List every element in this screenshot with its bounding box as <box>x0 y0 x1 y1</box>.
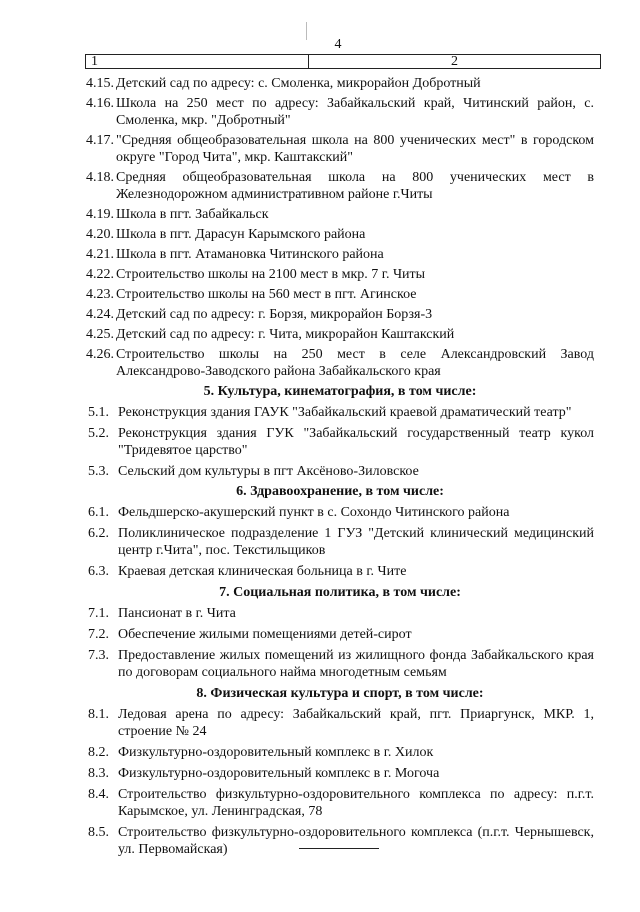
item-text: Физкультурно-оздоровительный комплекс в г. Могоча <box>118 766 440 781</box>
section-title-health: 6. Здравоохранение, в том числе: <box>236 484 444 499</box>
item-text: Средняя общеобразовательная школа на 800 ученических мест в Железнодорожном административном районе г.Читы <box>116 170 594 202</box>
list-item <box>86 226 594 243</box>
document-body <box>86 72 594 858</box>
item-number: 6.2. <box>88 526 109 541</box>
item-number: 4.24. <box>86 307 114 322</box>
item-text: Школа в пгт. Дарасун Карымского района <box>116 227 366 242</box>
item-text: Обеспечение жилыми помещениями детей-сирот <box>118 627 412 642</box>
item-number: 7.3. <box>88 648 109 663</box>
list-item <box>86 306 594 323</box>
item-number: 8.3. <box>88 766 109 781</box>
item-text: "Средняя общеобразовательная школа на 800 ученических мест" в городском округе "Город Чита", мкр. Каштакский" <box>116 133 594 165</box>
item-text: Строительство школы на 250 мест в селе Александровский Завод Александрово-Заводского района Забайкальского края <box>116 347 594 379</box>
item-text: Реконструкция здания ГУК "Забайкальский государственный театр кукол "Тридевятое царство" <box>118 426 594 458</box>
item-number: 5.3. <box>88 464 109 479</box>
item-number: 6.1. <box>88 505 109 520</box>
list-item <box>86 786 594 820</box>
list-item <box>86 404 594 421</box>
column-header-2: 2 <box>451 54 458 69</box>
column-header-table <box>85 54 601 69</box>
item-number: 8.2. <box>88 745 109 760</box>
item-number: 4.23. <box>86 287 114 302</box>
item-number: 4.16. <box>86 96 114 111</box>
list-item <box>86 824 594 858</box>
item-text: Школа в пгт. Забайкальск <box>116 207 269 222</box>
item-number: 4.22. <box>86 267 114 282</box>
item-number: 8.4. <box>88 787 109 802</box>
item-text: Детский сад по адресу: г. Борзя, микрорайон Борзя-3 <box>116 307 433 322</box>
item-number: 6.3. <box>88 564 109 579</box>
list-item <box>86 647 594 681</box>
item-number: 4.18. <box>86 170 114 185</box>
item-text: Поликлиническое подразделение 1 ГУЗ "Детский клинический медицинский центр г.Чита", пос. Текстильщиков <box>118 526 594 558</box>
item-text: Фельдшерско-акушерский пункт в с. Сохондо Читинского района <box>118 505 510 520</box>
item-number: 4.17. <box>86 133 114 148</box>
section-title-culture: 5. Культура, кинематография, в том числе: <box>203 384 477 399</box>
list-item <box>86 95 594 129</box>
item-text: Ледовая арена по адресу: Забайкальский край, пгт. Приаргунск, МКР. 1, строение № 24 <box>118 707 594 739</box>
item-number: 5.2. <box>88 426 109 441</box>
list-item <box>86 706 594 740</box>
item-number: 8.5. <box>88 825 109 840</box>
page-number: 4 <box>334 37 342 52</box>
footer-rule <box>299 848 379 849</box>
list-item <box>86 246 594 263</box>
item-text: Предоставление жилых помещений из жилищного фонда Забайкальского края по договорам социального найма многодетным семьям <box>118 648 594 680</box>
column-header-1: 1 <box>86 55 309 68</box>
list-item <box>86 504 594 521</box>
item-text: Строительство физкультурно-оздоровительного комплекса (п.г.т. Чернышевск, ул. Первомайская) <box>118 825 594 857</box>
item-text: Пансионат в г. Чита <box>118 606 236 621</box>
list-item <box>86 563 594 580</box>
item-number: 7.2. <box>88 627 109 642</box>
item-text: Детский сад по адресу: с. Смоленка, микрорайон Добротный <box>116 76 481 91</box>
item-text: Строительство школы на 560 мест в пгт. Агинское <box>116 287 417 302</box>
item-number: 4.15. <box>86 76 114 91</box>
list-item <box>86 206 594 223</box>
item-text: Школа в пгт. Атамановка Читинского района <box>116 247 384 262</box>
item-number: 4.20. <box>86 227 114 242</box>
list-item <box>86 463 594 480</box>
item-text: Школа на 250 мест по адресу: Забайкальский край, Читинский район, с. Смоленка, мкр. "Добротный" <box>116 96 594 128</box>
item-text: Строительство физкультурно-оздоровительного комплекса по адресу: п.г.т. Карымское, ул. Ленинградская, 78 <box>118 787 594 819</box>
list-item <box>86 626 594 643</box>
list-item <box>86 525 594 559</box>
list-item <box>86 169 594 203</box>
item-text: Сельский дом культуры в пгт Аксёново-Зиловское <box>118 464 419 479</box>
list-item <box>86 75 594 92</box>
section-title-sport: 8. Физическая культура и спорт, в том числе: <box>196 686 484 701</box>
item-text: Строительство школы на 2100 мест в мкр. 7 г. Читы <box>116 267 426 282</box>
list-item <box>86 346 594 380</box>
item-text: Детский сад по адресу: г. Чита, микрорайон Каштакский <box>116 327 455 342</box>
item-number: 4.25. <box>86 327 114 342</box>
section-title-social: 7. Социальная политика, в том числе: <box>219 585 461 600</box>
list-item <box>86 765 594 782</box>
list-item <box>86 744 594 761</box>
list-item <box>86 266 594 283</box>
list-item <box>86 286 594 303</box>
item-number: 4.19. <box>86 207 114 222</box>
item-number: 5.1. <box>88 405 109 420</box>
item-text: Реконструкция здания ГАУК "Забайкальский краевой драматический театр" <box>118 405 572 420</box>
list-item <box>86 326 594 343</box>
list-item <box>86 132 594 166</box>
item-number: 8.1. <box>88 707 109 722</box>
item-text: Краевая детская клиническая больница в г. Чите <box>118 564 407 579</box>
item-text: Физкультурно-оздоровительный комплекс в г. Хилок <box>118 745 434 760</box>
list-item <box>86 605 594 622</box>
item-number: 4.21. <box>86 247 114 262</box>
item-number: 4.26. <box>86 347 114 362</box>
list-item <box>86 425 594 459</box>
item-number: 7.1. <box>88 606 109 621</box>
